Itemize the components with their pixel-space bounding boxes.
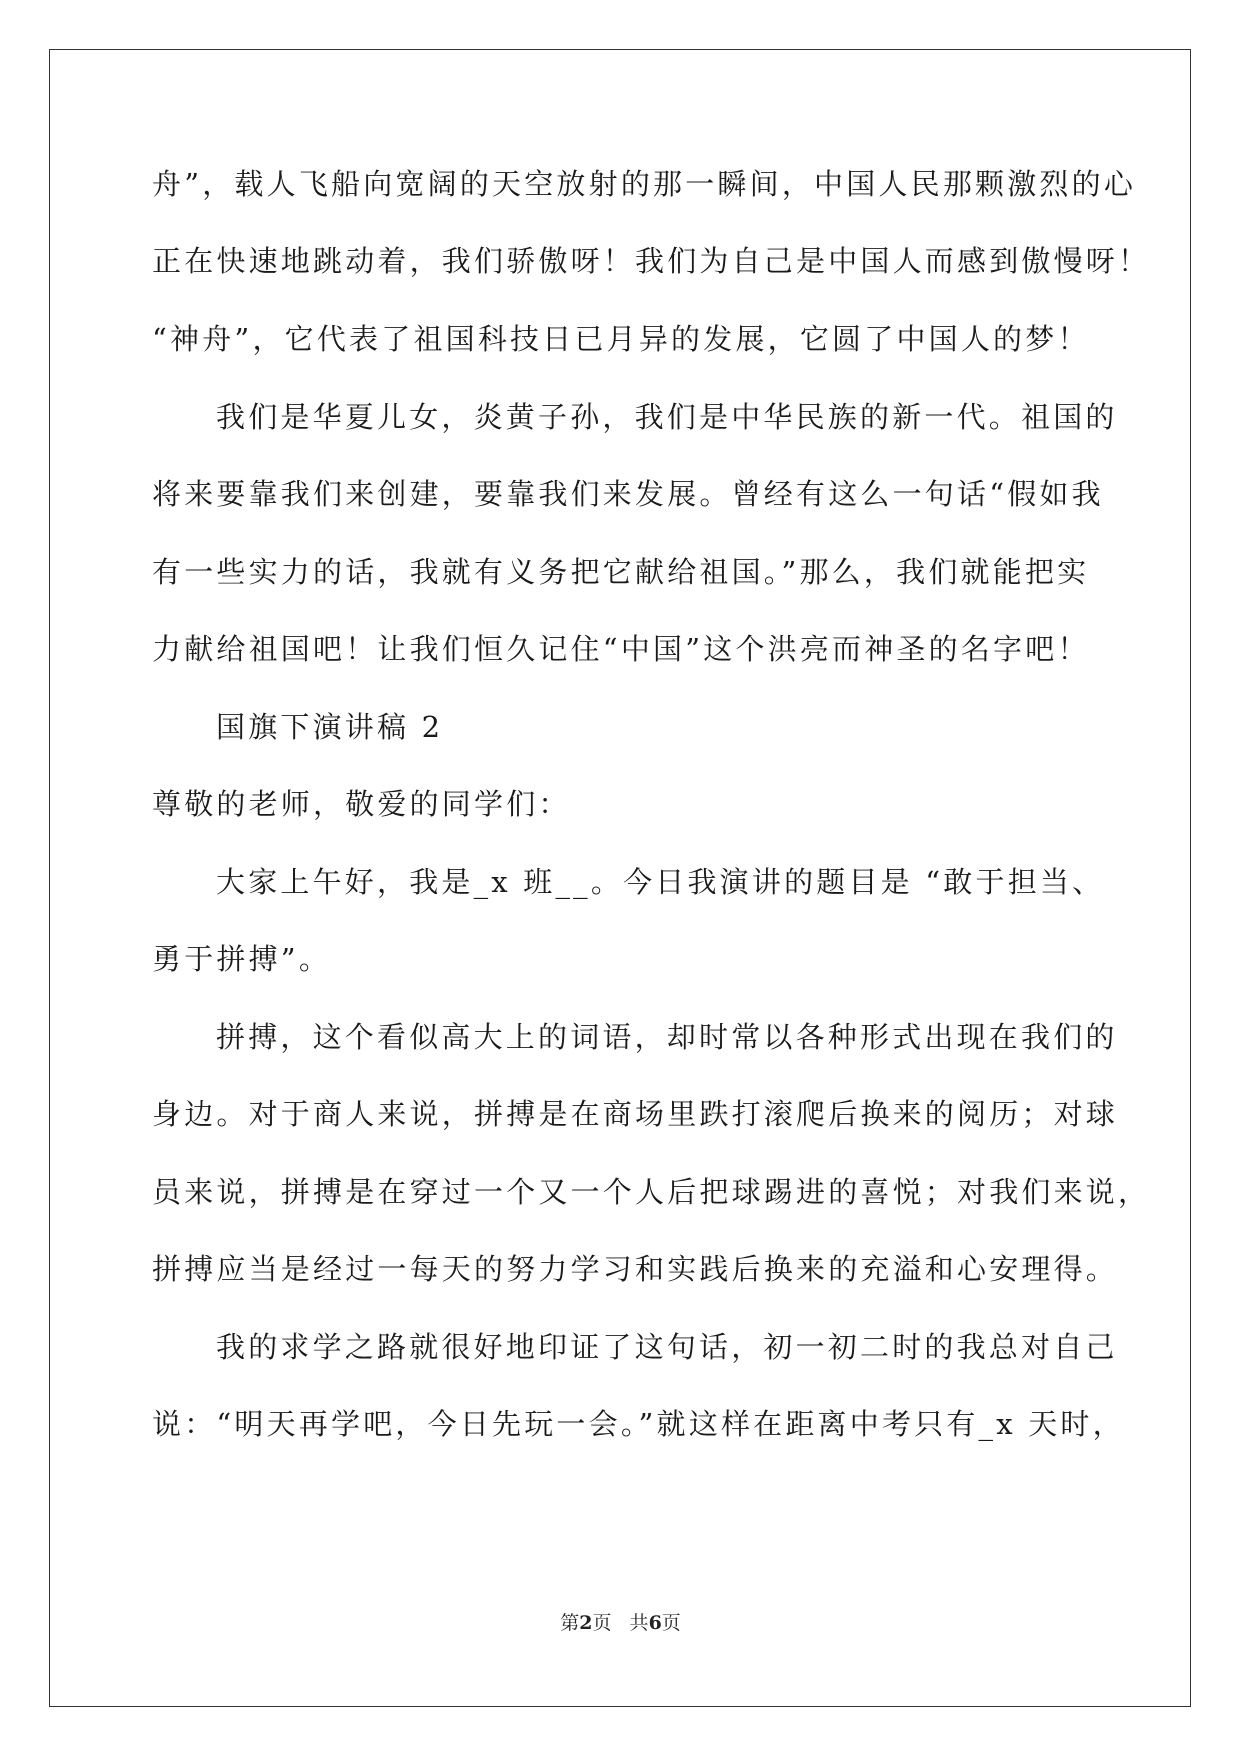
paragraph-start-line: 拼搏，这个看似高大上的词语，却时常以各种形式出现在我们的 bbox=[216, 1020, 1118, 1054]
text-line: 力献给祖国吧！让我们恒久记住“中国”这个洪亮而神圣的名字吧！ bbox=[152, 632, 1090, 666]
paragraph-start-line: 我们是华夏儿女，炎黄子孙，我们是中华民族的新一代。祖国的 bbox=[216, 400, 1118, 434]
text-line: 勇于拼搏”。 bbox=[152, 942, 332, 976]
footer-mid: 页 共 bbox=[592, 1612, 649, 1634]
page-footer bbox=[0, 1611, 1241, 1635]
text-line: 身边。对于商人来说，拼搏是在商场里跌打滚爬后换来的阅历；对球 bbox=[152, 1097, 1119, 1131]
section-heading: 国旗下演讲稿 2 bbox=[216, 710, 444, 744]
footer-prefix: 第 bbox=[560, 1612, 580, 1634]
paragraph-start-line: 我的求学之路就很好地印证了这句话，初一初二时的我总对自己 bbox=[216, 1330, 1118, 1364]
text-line: 舟”，载人飞船向宽阔的天空放射的那一瞬间，中国人民那颗激烈的心 bbox=[152, 167, 1137, 201]
text-line: 有一些实力的话，我就有义务把它献给祖国。”那么，我们就能把实 bbox=[152, 555, 1090, 589]
paragraph-start-line: 大家上午好，我是_x 班__。今日我演讲的题目是 “敢于担当、 bbox=[216, 865, 1105, 899]
text-line: 拼搏应当是经过一每天的努力学习和实践后换来的充溢和心安理得。 bbox=[152, 1252, 1119, 1286]
text-line: 将来要靠我们来创建，要靠我们来发展。曾经有这么一句话“假如我 bbox=[152, 477, 1104, 511]
total-pages: 6 bbox=[648, 1612, 662, 1634]
text-line: 正在快速地跳动着，我们骄傲呀！我们为自己是中国人而感到傲慢呀！ bbox=[152, 244, 1151, 278]
salutation: 尊敬的老师，敬爱的同学们： bbox=[152, 787, 571, 821]
text-line: “神舟”，它代表了祖国科技日已月异的发展，它圆了中国人的梦！ bbox=[152, 322, 1090, 356]
text-line: 说：“明天再学吧，今日先玩一会。”就这样在距离中考只有_x 天时， bbox=[152, 1407, 1125, 1441]
current-page-number: 2 bbox=[579, 1612, 593, 1634]
text-line: 员来说，拼搏是在穿过一个又一个人后把球踢进的喜悦；对我们来说， bbox=[152, 1175, 1151, 1209]
footer-suffix: 页 bbox=[661, 1612, 681, 1634]
